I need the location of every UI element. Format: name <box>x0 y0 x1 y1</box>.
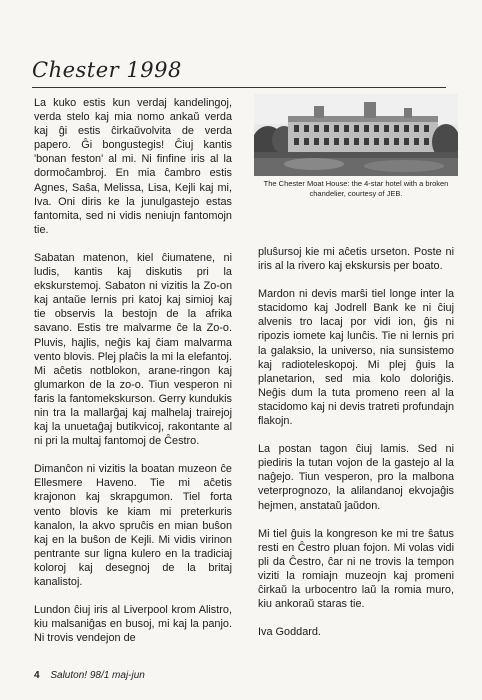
paragraph: La postan tagon ĉiuj lamis. Sed ni piediris la tutan vojon de la gastejo al la naĝejo. Tiun vesperon, pro la malbona veterprognozo, la alilandanoj ekvojaĝis hejmen, anstataŭ ĵaŭdon. <box>258 443 454 512</box>
paragraph: Dimanĉon ni vizitis la boatan muzeon ĉe Ellesmere Haveno. Tie mi aĉetis krajonon kaj skrapgumon. Tiel forta vento blovis ke kiam mi preterkuris kanalon, la akvo spruĉis en mian buŝon kaj en la buŝon de Kejli. Mi vidis virinon pentrante sur ligna kulero en la tradiciaj koloroj kaj desegnoj de la britaj kanalistoj. <box>34 463 232 588</box>
paragraph: La kuko estis kun verdaj kandelingoj, verda stelo kaj mia nomo ankaŭ verda kaj ĝi estis ĉirkaŭvolvita de verda papero. Ĝi bongustegis! Ĉiuj kantis 'bonan feston' al mi. Ni finfine iris al la dormoĉambroj. En mia ĉambro estis Agnes, Saŝa, Melissa, Lisa, Kejli kaj mi, Iva. Oni diris ke la junulgastejo estas fantomita, sed ni vidis neniujn fantomojn tie. <box>34 97 232 236</box>
author-signature: Iva Goddard. <box>258 626 321 639</box>
title-divider <box>32 87 446 88</box>
paragraph: Mi tiel ĝuis la kongreson ke mi tre ŝatus resti en Ĉestro pluan fojon. Mi volas vidi pli da Ĉestro, ĉar ni ne trovis la tempon viziti la romiajn muzeojn kaj promeni ĉirkaŭ la urbocentro laŭ la romia muro, kiu ankoraŭ staras tie. <box>258 527 454 611</box>
publication-name: Saluton! 98/1 maj-jun <box>50 670 145 681</box>
article-title: Chester 1998 <box>32 58 182 82</box>
left-column <box>34 96 232 645</box>
hotel-photo-figure <box>254 94 458 199</box>
paragraph: pluŝursoj kie mi aĉetis urseton. Poste ni iris al la rivero kaj ekskursis per boato. <box>258 246 454 273</box>
page-footer <box>34 670 145 681</box>
right-column <box>258 245 454 639</box>
hotel-photo <box>254 94 458 176</box>
paragraph: Mardon ni devis marŝi tiel longe inter la stacidomo kaj Jodrell Bank ke ni ĉiuj alvenis tro lacaj por vidi ion, ĝis ni ripozis iomete kaj lunĉis. Tie ni lernis pri la galaksio, la universo, nia sunsistemo kaj radioteleskopoj. Mi plej ĝuis la planetarion, sed mia kolo doloriĝis. Neĝis dum la tuta promeno reen al la stacidomo kaj ni devis tratreti profundajn flakojn. <box>258 288 454 428</box>
paragraph: Lundon ĉiuj iris al Liverpool krom Alistro, kiu malsaniĝas en busoj, mi kaj la panjo. Ni trovis vendejon de <box>34 604 232 645</box>
paragraph: Sabatan matenon, kiel ĉiumatene, ni ludis, kantis kaj diskutis pri la ekskurstemoj. Sabaton ni vizitis la Zo-on kaj antaŭe lernis pri katoj kaj simioj kaj tie observis la bestojn de la afrika savano. Estis tre malvarme ĉe la Zo-o. Pluvis, hajlis, neĝis kaj ĉiam malvarma vento blovis. Plej plaĉis la mi la elefantoj. Mi aĉetis notblokon, arane-ringon kaj glumarkon de la zo-o. Tiun vesperon ni faris la fantomekskurson. Gerry kundukis nin tra la mallarĝaj kaj malhelaj trairejoj kaj la unuetaĝaj butikvicoj, rakontante al ni pri la multaj fantomoj de Ĉestro. <box>34 251 232 448</box>
photo-caption: The Chester Moat House: the 4-star hotel with a broken chandelier, courtesy of JEB. <box>263 179 449 198</box>
page-number: 4 <box>34 670 40 681</box>
